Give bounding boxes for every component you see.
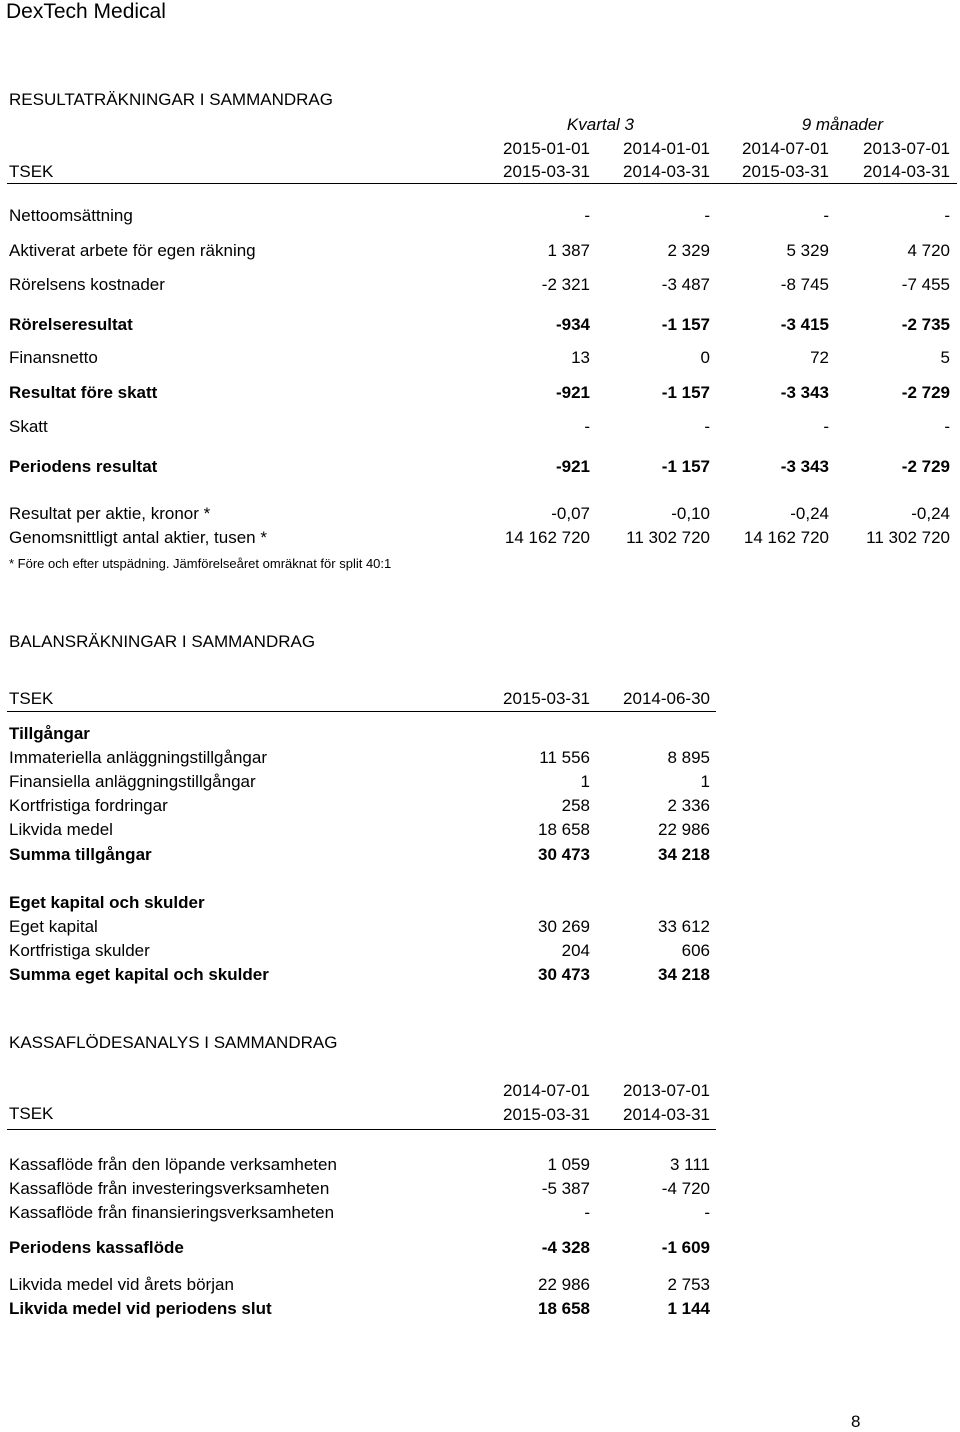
balance-row-value: 204 xyxy=(561,941,590,960)
balance-row-label: Eget kapital xyxy=(9,917,98,936)
income-row-value: - xyxy=(823,417,829,436)
income-row-value: -3 343 xyxy=(780,457,829,476)
income-row-value: -921 xyxy=(555,457,590,476)
income-row-label: Resultat per aktie, kronor * xyxy=(9,504,211,523)
balance-row-value: 30 473 xyxy=(538,845,590,864)
balance-row-value: 18 658 xyxy=(538,820,590,839)
income-row-value: -3 415 xyxy=(780,315,829,334)
balance-row-value: 34 218 xyxy=(658,965,710,984)
income-row-value: 4 720 xyxy=(907,241,950,260)
income-row-label: Genomsnittligt antal aktier, tusen * xyxy=(9,528,267,547)
cashflow-title: KASSAFLÖDESANALYS I SAMMANDRAG xyxy=(9,1033,338,1052)
cashflow-header-rule xyxy=(7,1129,716,1130)
income-col-to: 2014-03-31 xyxy=(623,162,710,181)
page-number: 8 xyxy=(851,1412,861,1431)
balance-unit: TSEK xyxy=(9,689,54,708)
income-row-value: -7 455 xyxy=(901,275,950,294)
income-row-label: Aktiverat arbete för egen räkning xyxy=(9,241,256,260)
cashflow-col-from: 2014-07-01 xyxy=(503,1081,590,1100)
income-row-value: -0,24 xyxy=(911,504,950,523)
income-row-label: Rörelsens kostnader xyxy=(9,275,165,294)
income-row-value: - xyxy=(584,417,590,436)
cashflow-row-value: 22 986 xyxy=(538,1275,590,1294)
income-col-from: 2014-01-01 xyxy=(623,139,710,158)
balance-row-value: 1 xyxy=(700,772,710,791)
income-group-q3: Kvartal 3 xyxy=(566,115,634,134)
balance-row-value: 30 473 xyxy=(538,965,590,984)
balance-row-label: Summa eget kapital och skulder xyxy=(9,965,269,984)
income-header-rule xyxy=(7,183,957,184)
income-col-to: 2014-03-31 xyxy=(863,162,950,181)
income-row-value: 5 329 xyxy=(786,241,829,260)
income-col-to: 2015-03-31 xyxy=(742,162,829,181)
income-row-value: -1 157 xyxy=(661,383,710,402)
income-title: RESULTATRÄKNINGAR I SAMMANDRAG xyxy=(9,90,333,109)
balance-col-header: 2014-06-30 xyxy=(623,689,710,708)
income-row-value: -2 729 xyxy=(901,383,950,402)
balance-row-value: 22 986 xyxy=(658,820,710,839)
income-row-value: - xyxy=(944,206,950,225)
income-row-value: 14 162 720 xyxy=(743,528,829,547)
income-row-label: Periodens resultat xyxy=(9,457,158,476)
income-row-value: 11 302 720 xyxy=(866,528,950,547)
income-row-value: - xyxy=(704,417,710,436)
balance-row-label: Summa tillgångar xyxy=(9,845,152,864)
balance-row-value: 8 895 xyxy=(667,748,710,767)
balance-row-value: 11 556 xyxy=(539,748,590,767)
income-row-label: Nettoomsättning xyxy=(9,206,133,225)
cashflow-row-value: - xyxy=(704,1203,710,1222)
balance-row-value: 34 218 xyxy=(658,845,710,864)
balance-row-value: 258 xyxy=(561,796,590,815)
balance-row-label: Tillgångar xyxy=(9,724,90,743)
income-row-label: Rörelseresultat xyxy=(9,315,133,334)
balance-row-label: Finansiella anläggningstillgångar xyxy=(9,772,256,791)
cashflow-row-label: Likvida medel vid årets början xyxy=(9,1275,234,1294)
income-row-label: Resultat före skatt xyxy=(9,383,158,402)
cashflow-row-value: 1 059 xyxy=(547,1155,590,1174)
cashflow-row-value: -4 328 xyxy=(541,1238,590,1257)
income-row-value: -0,24 xyxy=(790,504,829,523)
cashflow-row-label: Kassaflöde från den löpande verksamheten xyxy=(9,1155,337,1174)
income-row-value: 5 xyxy=(940,348,950,367)
balance-row-value: 2 336 xyxy=(667,796,710,815)
income-row-value: - xyxy=(704,206,710,225)
balance-row-label: Kortfristiga fordringar xyxy=(9,796,168,815)
cashflow-row-value: 2 753 xyxy=(667,1275,710,1294)
income-row-value: -2 321 xyxy=(541,275,590,294)
income-row-value: -0,07 xyxy=(551,504,590,523)
income-row-value: -2 729 xyxy=(901,457,950,476)
company-name: DexTech Medical xyxy=(6,0,166,23)
cashflow-row-value: -4 720 xyxy=(661,1179,710,1198)
income-row-value: 2 329 xyxy=(667,241,710,260)
cashflow-row-label: Likvida medel vid periodens slut xyxy=(9,1299,272,1318)
cashflow-col-to: 2015-03-31 xyxy=(503,1105,590,1124)
income-row-value: -3 343 xyxy=(780,383,829,402)
balance-row-value: 1 xyxy=(580,772,590,791)
income-row-value: 11 302 720 xyxy=(626,528,710,547)
cashflow-row-value: 3 111 xyxy=(669,1155,710,1174)
cashflow-row-value: -5 387 xyxy=(541,1179,590,1198)
cashflow-unit: TSEK xyxy=(9,1104,54,1123)
balance-title: BALANSRÄKNINGAR I SAMMANDRAG xyxy=(9,632,316,651)
income-row-label: Finansnetto xyxy=(9,348,98,367)
income-row-value: -1 157 xyxy=(661,315,710,334)
income-row-value: -1 157 xyxy=(661,457,710,476)
balance-row-label: Likvida medel xyxy=(9,820,113,839)
income-col-from: 2013-07-01 xyxy=(863,139,950,158)
income-row-value: 14 162 720 xyxy=(504,528,590,547)
cashflow-row-value: - xyxy=(584,1203,590,1222)
income-row-value: 1 387 xyxy=(547,241,590,260)
income-unit: TSEK xyxy=(9,162,54,181)
income-row-value: -0,10 xyxy=(671,504,710,523)
income-col-from: 2015-01-01 xyxy=(503,139,590,158)
income-col-to: 2015-03-31 xyxy=(503,162,590,181)
income-group-9m: 9 månader xyxy=(801,115,883,134)
income-row-value: 72 xyxy=(810,348,829,367)
balance-row-value: 606 xyxy=(681,941,710,960)
income-col-from: 2014-07-01 xyxy=(742,139,829,158)
balance-col-header: 2015-03-31 xyxy=(503,689,590,708)
cashflow-row-label: Kassaflöde från finansieringsverksamheten xyxy=(9,1203,335,1222)
cashflow-row-value: 18 658 xyxy=(538,1299,590,1318)
balance-row-value: 33 612 xyxy=(658,917,710,936)
income-row-value: - xyxy=(823,206,829,225)
income-row-value: - xyxy=(944,417,950,436)
income-row-value: 0 xyxy=(700,348,710,367)
balance-row-value: 30 269 xyxy=(538,917,590,936)
balance-header-rule xyxy=(7,711,716,712)
income-row-value: 13 xyxy=(571,348,590,367)
income-row-label: Skatt xyxy=(9,417,48,436)
cashflow-row-label: Kassaflöde från investeringsverksamheten xyxy=(9,1179,330,1198)
income-row-value: -2 735 xyxy=(901,315,950,334)
income-row-value: - xyxy=(584,206,590,225)
balance-row-label: Eget kapital och skulder xyxy=(9,893,205,912)
cashflow-row-label: Periodens kassaflöde xyxy=(9,1238,184,1257)
income-row-value: -934 xyxy=(555,315,590,334)
income-row-value: -921 xyxy=(555,383,590,402)
balance-row-label: Kortfristiga skulder xyxy=(9,941,150,960)
income-row-value: -3 487 xyxy=(661,275,710,294)
income-row-value: -8 745 xyxy=(780,275,829,294)
income-footnote: * Före och efter utspädning. Jämförelseåret omräknat för split 40:1 xyxy=(9,556,392,571)
cashflow-row-value: -1 609 xyxy=(661,1238,710,1257)
balance-row-label: Immateriella anläggningstillgångar xyxy=(9,748,267,767)
cashflow-row-value: 1 144 xyxy=(667,1299,710,1318)
cashflow-col-to: 2014-03-31 xyxy=(623,1105,710,1124)
cashflow-col-from: 2013-07-01 xyxy=(623,1081,710,1100)
